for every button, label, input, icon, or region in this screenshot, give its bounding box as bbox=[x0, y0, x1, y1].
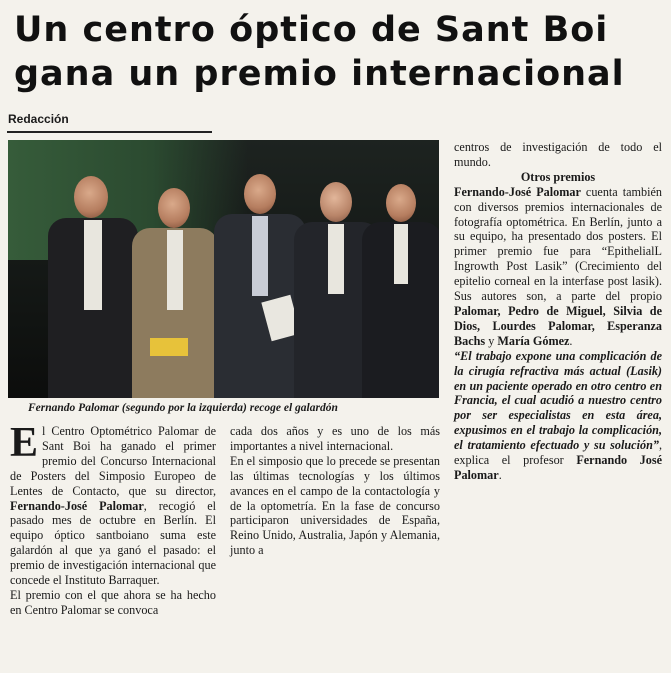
col1-paragraph-1 bbox=[10, 420, 217, 588]
article-photo bbox=[8, 140, 439, 398]
col2-paragraph-1: cada dos años y es uno de los más importantes a nivel internacional. bbox=[230, 424, 440, 453]
drop-cap: E bbox=[10, 420, 39, 466]
col3-and: y bbox=[485, 333, 498, 348]
article-column-3 bbox=[454, 140, 662, 483]
col1-paragraph-2: El premio con el que ahora se ha hecho en Centro Palomar se convoca bbox=[10, 587, 216, 617]
col3-authors: Palomar, Pedro de Miguel, Silvia de Dios, Lourdes Palomar, Esperanza Bachs bbox=[454, 303, 662, 348]
col2-paragraph-2: En el simposio que lo precede se presentan las últimas tecnologías y los últimos avances en el campo de la contactología y de la optometría. En la fase de concurso participaron universidades de España, Reino Unido, Australia, Japón y Alemania, junto a bbox=[230, 453, 440, 558]
photo-person-3 bbox=[214, 174, 306, 398]
col1-text-a: l Centro Optométrico Palomar de Sant Boi ha ganado el primer premio del Concurso Internacional de Posters del Simposio Europeo de Lentes de Contacto, que su director, bbox=[10, 424, 216, 498]
col3-quote-tail: , explica el profesor bbox=[454, 438, 662, 468]
article-column-2 bbox=[230, 424, 440, 558]
photo-person-1 bbox=[48, 176, 138, 398]
col3-last-author: María Gómez bbox=[497, 333, 570, 348]
photo-caption: Fernando Palomar (segundo por la izquierda) recoge el galardón bbox=[28, 402, 338, 414]
col1-text-b: , recogió el pasado mes de octubre en Berlín. El equipo óptico santboiano suma este galardón al que ya ganó el pasado: el premio de investigación internacional que concede el Instituto Barraquer. bbox=[10, 498, 217, 588]
col3-quote-name: Fernando José Palomar bbox=[454, 453, 663, 482]
byline: Redacción bbox=[8, 112, 69, 126]
col3-name: Fernando-José Palomar bbox=[454, 184, 581, 199]
headline-line-2: gana un premio internacional bbox=[14, 54, 625, 94]
col3-paragraph-2 bbox=[454, 185, 662, 349]
col3-end: . bbox=[569, 333, 573, 348]
subhead-otros-premios: Otros premios bbox=[520, 169, 596, 184]
col3-paragraph-3 bbox=[454, 349, 662, 483]
col3-paragraph-1: centros de investigación de todo el mundo. bbox=[454, 140, 662, 169]
col3-text-a: cuenta también con diversos premios internacionales de fotografía optométrica. En Berlín, junto a su equipo, ha presentado dos posters. El primer premio fue para “EpithelialL Ingrowth Post Lasik” (Crecimiento del epitelio corneal en la interfase post lasik). Sus autores son, a parte del propio bbox=[454, 184, 663, 304]
headline bbox=[14, 8, 664, 96]
headline-line-1: Un centro óptico de Sant Boi bbox=[14, 10, 609, 50]
col1-name: Fernando-José Palomar bbox=[10, 498, 144, 513]
byline-rule bbox=[7, 131, 212, 133]
col3-quote: “El trabajo expone una complicación de la cirugía refractiva más actual (Lasik) en un paciente operado en otro centro en Francia, el cual acudió a nuestro centro por ser especialistas en esta área, expusimos en el trabajo la complicación, el tratamiento efectuado y su solución” bbox=[454, 348, 662, 453]
photo-person-2 bbox=[132, 188, 218, 398]
col3-quote-end: . bbox=[498, 467, 502, 482]
photo-person-5 bbox=[362, 184, 439, 398]
article-column-1 bbox=[10, 420, 217, 618]
